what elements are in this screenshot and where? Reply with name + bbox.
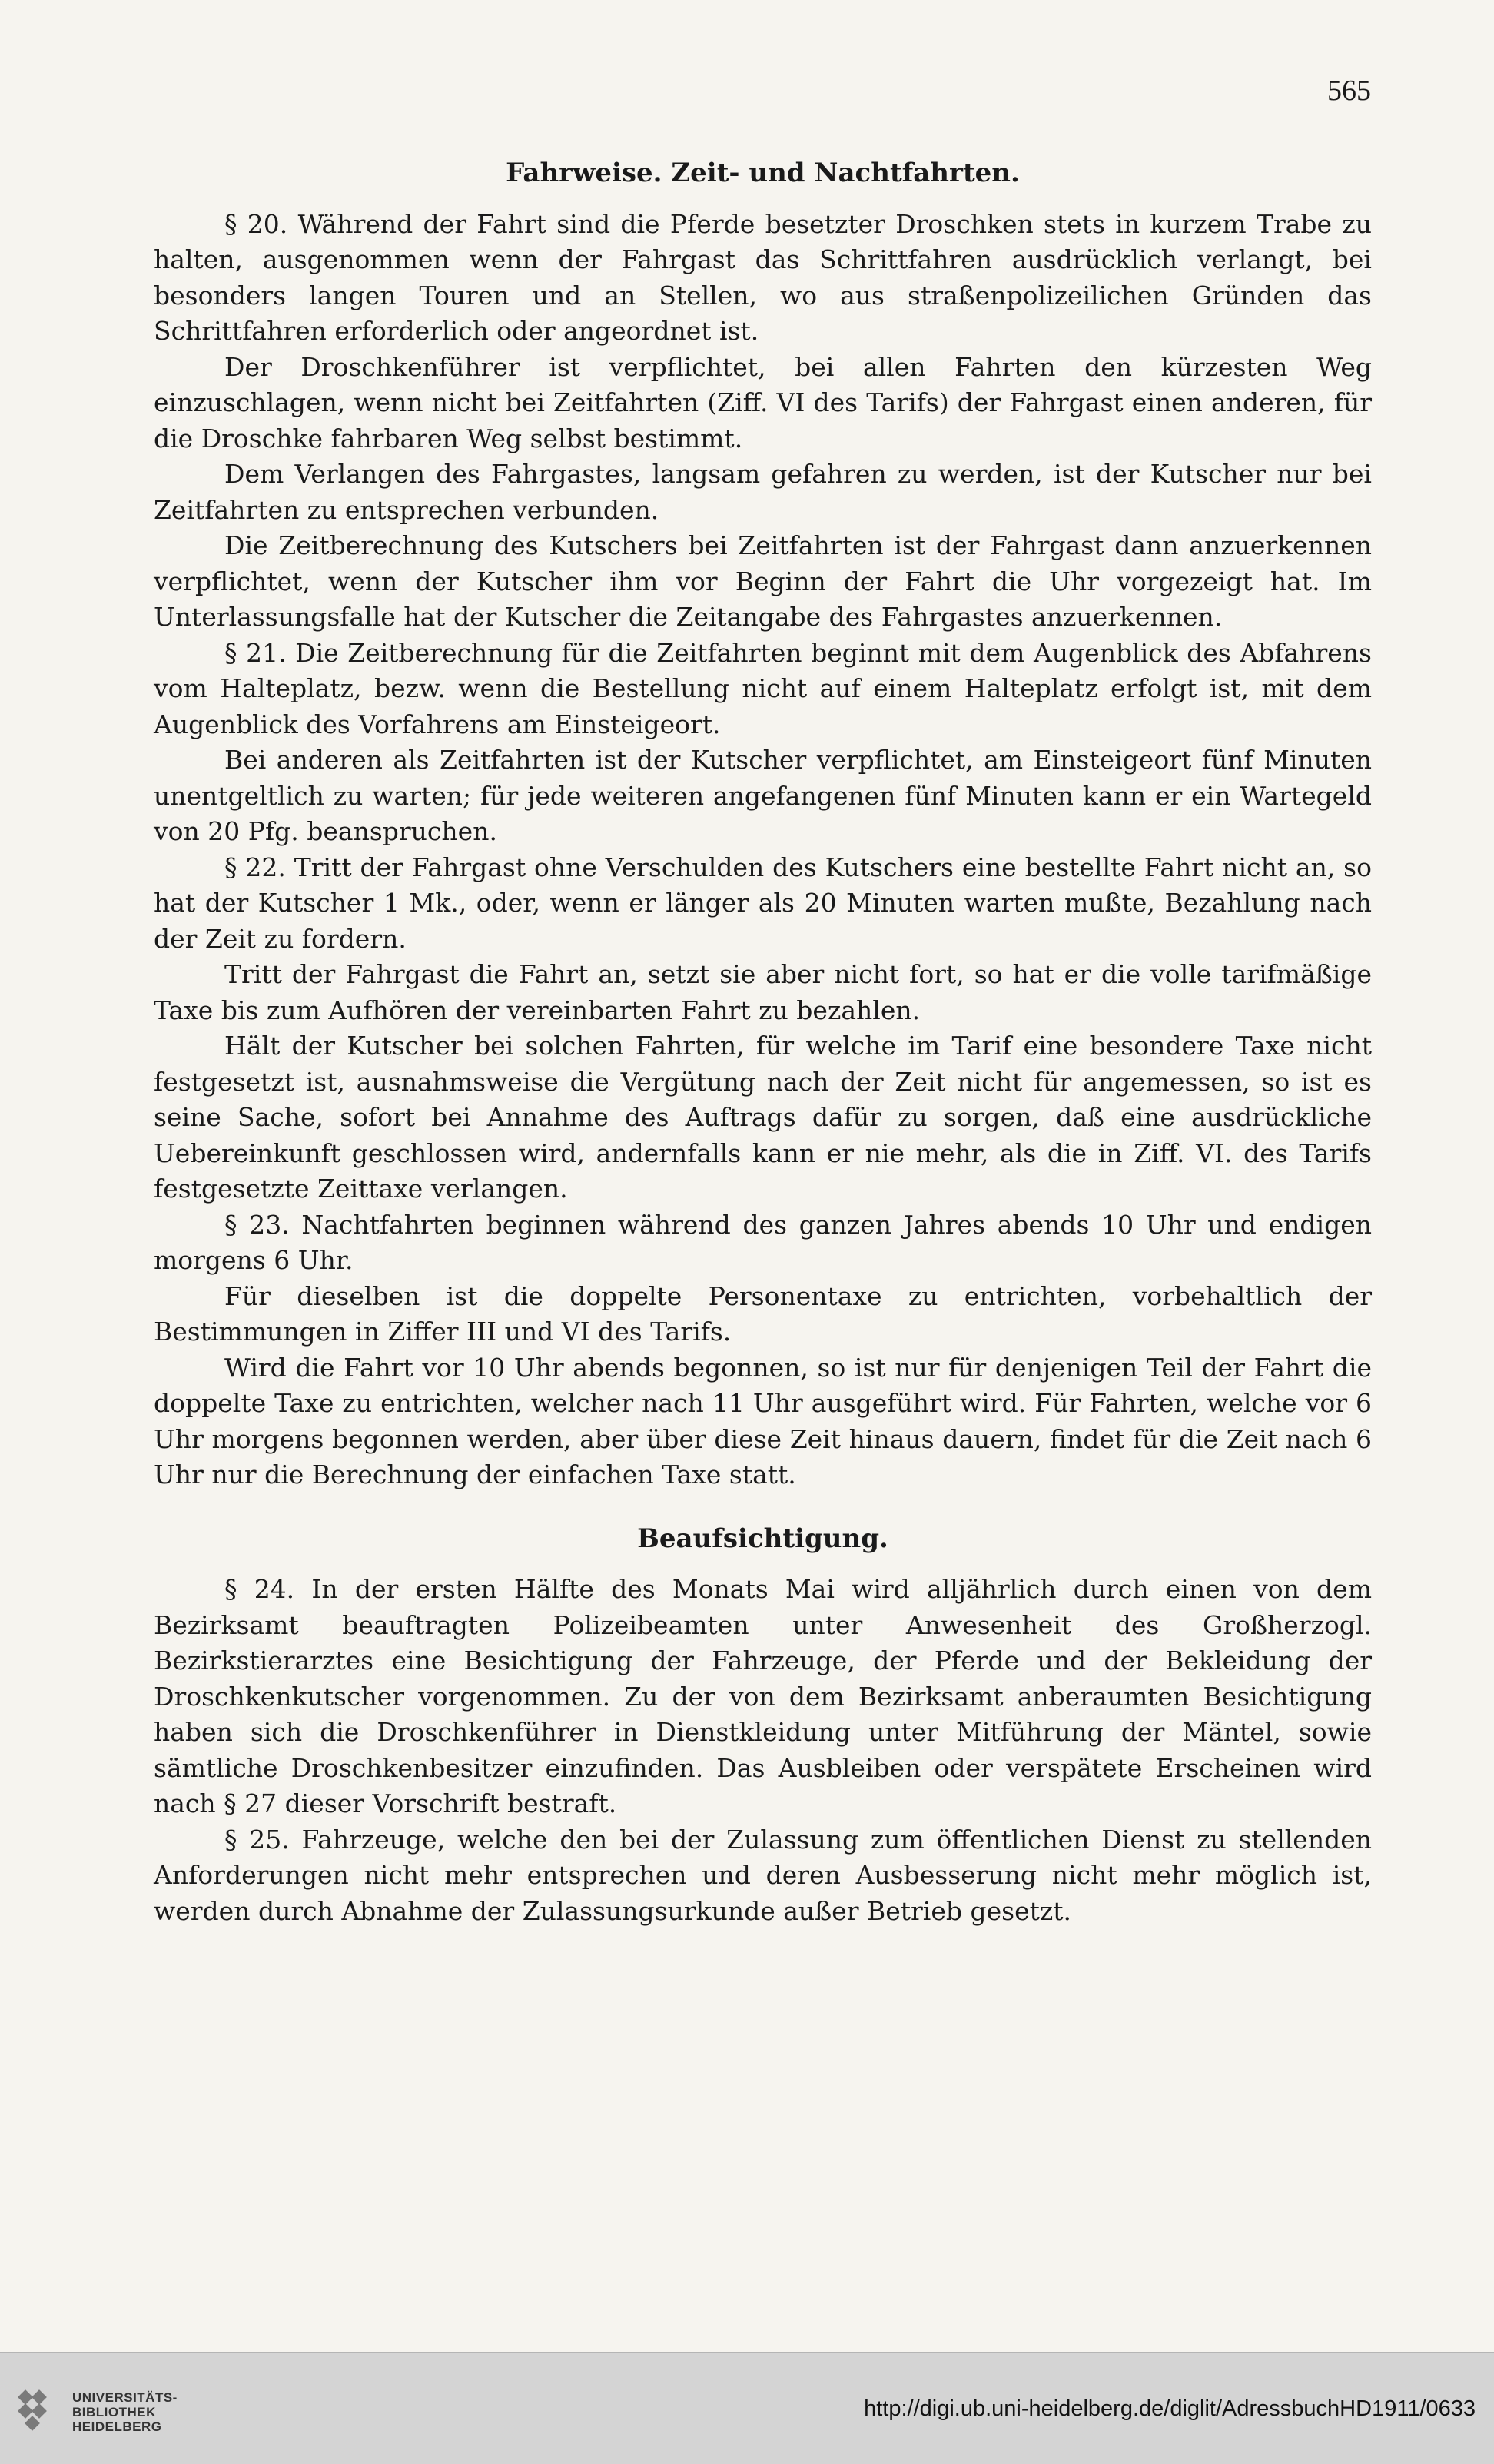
paragraph: Bei anderen als Zeitfahrten ist der Kutscher verpflichtet, am Einsteigeort fünf Minuten unentgeltlich zu warten; für jede weiteren angefangenen fünf Minuten kann er ein Wartegeld von 20 Pfg. beanspruchen. [154,745,1372,846]
paragraph: Tritt der Fahrgast die Fahrt an, setzt sie aber nicht fort, so hat er die volle tarifmäßige Taxe bis zum Aufhören der vereinbarten Fahrt zu bezahlen. [154,959,1372,1025]
viewer-footer [0,2352,1494,2464]
paragraph: Die Zeitberechnung des Kutschers bei Zeitfahrten ist der Fahrgast dann anzuerkennen verpflichtet, wenn der Kutscher ihm vor Beginn der Fahrt die Uhr vorgezeigt hat. Im Unterlassungsfalle hat der Kutscher die Zeitangabe des Fahrgastes anzuerkennen. [154,530,1372,632]
paragraph: § 21. Die Zeitberechnung für die Zeitfahrten beginnt mit dem Augenblick des Abfahrens vom Halteplatz, bezw. wenn die Bestellung nicht auf einem Halteplatz erfolgt ist, mit dem Augenblick des Vorfahrens am Einsteigeort. [154,637,1372,739]
section-heading-fahrweise: Fahrweise. Zeit- und Nachtfahrten. [506,158,1020,188]
paragraph: § 20. Während der Fahrt sind die Pferde besetzter Droschken stets in kurzem Trabe zu halten, ausgenommen wenn der Fahrgast das Schrittfahren ausdrücklich verlangt, bei besonders langen Touren und an Stellen, wo aus straßenpolizeilichen Gründen das Schrittfahren erforderlich oder angeordnet ist. [154,208,1372,346]
paragraph: § 25. Fahrzeuge, welche den bei der Zulassung zum öffentlichen Dienst zu stellenden Anforderungen nicht mehr entsprechen und deren Ausbesserung nicht mehr möglich ist, werden durch Abnahme der Zulassungsurkunde außer Betrieb gesetzt. [154,1824,1372,1926]
logo-line: BIBLIOTHEK [72,2405,156,2419]
paragraph: § 23. Nachtfahrten beginnen während des ganzen Jahres abends 10 Uhr und endigen morgens 6 Uhr. [154,1209,1372,1275]
permalink-url[interactable]: http://digi.ub.uni-heidelberg.de/diglit/AdressbuchHD1911/0633 [864,2396,1476,2421]
university-library-logo-icon [15,2387,61,2433]
paragraph: Für dieselben ist die doppelte Personentaxe zu entrichten, vorbehaltlich der Bestimmungen in Ziffer III und VI des Tarifs. [154,1280,1372,1347]
page-content [154,146,1372,1929]
paragraph: Hält der Kutscher bei solchen Fahrten, für welche im Tarif eine besondere Taxe nicht festgesetzt ist, ausnahmsweise die Vergütung nach der Zeit nicht für angemessen, so ist es seine Sache, sofort bei Annahme des Auftrags dafür zu sorgen, daß eine ausdrückliche Uebereinkunft geschlossen wird, andernfalls kann er nie mehr, als die in Ziff. VI. des Tarifs festgesetzte Zeittaxe verlangen. [154,1031,1372,1204]
logo-line: HEIDELBERG [72,2419,162,2434]
page-number: 565 [1327,75,1371,107]
paragraph: § 24. In der ersten Hälfte des Monats Mai wird alljährlich durch einen von dem Bezirksamt beauftragten Polizeibeamten unter Anwesenheit des Großherzogl. Bezirkstierarztes eine Besichtigung der Fahrzeuge, der Pferde und der Bekleidung der Droschkenkutscher vorgenommen. Zu der von dem Bezirksamt anberaumten Besichtigung haben sich die Droschkenführer in Dienstkleidung unter Mitführung der Mäntel, sowie sämtliche Droschkenbesitzer einzufinden. Das Ausbleiben oder verspätete Erscheinen wird nach § 27 dieser Vorschrift bestraft. [154,1574,1372,1818]
paragraph: Wird die Fahrt vor 10 Uhr abends begonnen, so ist nur für denjenigen Teil der Fahrt die doppelte Taxe zu entrichten, welcher nach 11 Uhr ausgeführt wird. Für Fahrten, welche vor 6 Uhr morgens begonnen werden, aber über diese Zeit hinaus dauern, findet für die Zeit nach 6 Uhr nur die Berechnung der einfachen Taxe statt. [154,1352,1372,1489]
paragraph: Dem Verlangen des Fahrgastes, langsam gefahren zu werden, ist der Kutscher nur bei Zeitfahrten zu entsprechen verbunden. [154,459,1372,525]
logo-line: UNIVERSITÄTS- [72,2390,178,2405]
paragraph: Der Droschkenführer ist verpflichtet, bei allen Fahrten den kürzesten Weg einzuschlagen, wenn nicht bei Zeitfahrten (Ziff. VI des Tarifs) der Fahrgast einen anderen, für die Droschke fahrbaren Weg selbst bestimmt. [154,351,1372,453]
library-logo-text [72,2390,178,2434]
section-heading-beaufsichtigung: Beaufsichtigung. [637,1523,888,1554]
paragraph: § 22. Tritt der Fahrgast ohne Verschulden des Kutschers eine bestellte Fahrt nicht an, so hat der Kutscher 1 Mk., oder, wenn er länger als 20 Minuten warten mußte, Bezahlung nach der Zeit zu fordern. [154,852,1372,954]
